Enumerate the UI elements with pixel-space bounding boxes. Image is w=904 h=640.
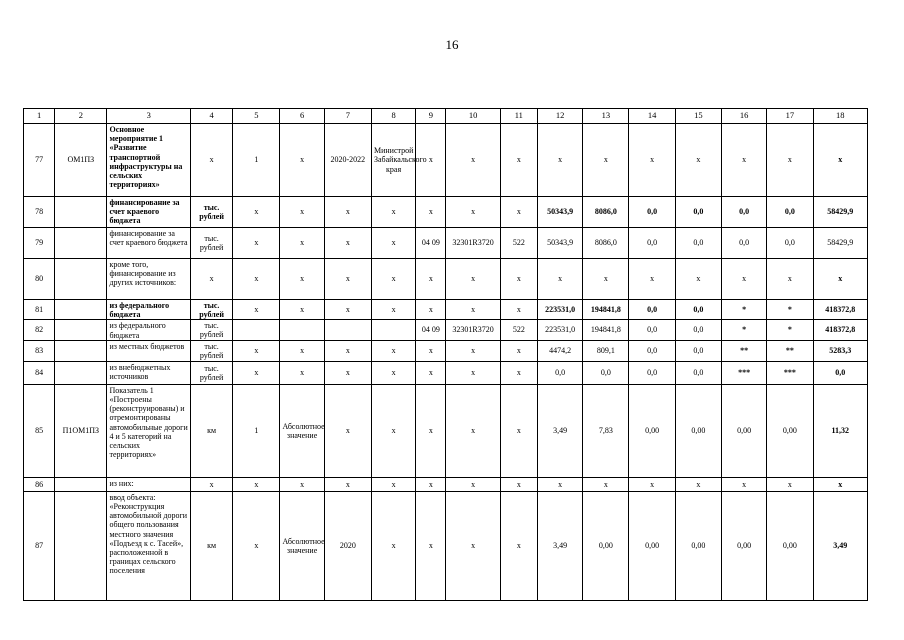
table-row bbox=[24, 361, 868, 384]
table-cell-col13: 194841,8 bbox=[583, 320, 629, 340]
table-cell-col3: Показатель 1 «Построены (реконструированы) и отремонтированы автомобильные дороги 4 и 5 категорий на сельских территориях» bbox=[107, 384, 190, 477]
table-cell-col18: 11,32 bbox=[813, 384, 867, 477]
table-cell-col3: финансирование за счет краевого бюджета bbox=[107, 228, 190, 259]
table-cell-col7: x bbox=[324, 228, 371, 259]
table-cell-col11: x bbox=[500, 361, 537, 384]
table-cell-col2 bbox=[55, 259, 107, 300]
table-cell-col4: тыс. рублей bbox=[190, 228, 232, 259]
table-cell-col11: x bbox=[500, 491, 537, 600]
table-cell-col6: Абсолютное значение bbox=[280, 491, 324, 600]
table-cell-col18: x bbox=[813, 259, 867, 300]
table-cell-col4: км bbox=[190, 491, 232, 600]
table-cell-col16: 0,0 bbox=[722, 197, 767, 228]
table-cell-col12: 3,49 bbox=[537, 491, 582, 600]
table-cell-col10: x bbox=[446, 197, 500, 228]
table-cell-col8: x bbox=[371, 197, 415, 228]
table-cell-col14: 0,00 bbox=[629, 491, 675, 600]
table-cell-col5: x bbox=[233, 228, 280, 259]
table-cell-col6: x bbox=[280, 124, 324, 197]
table-cell-col7: x bbox=[324, 340, 371, 361]
header-cell: 8 bbox=[371, 109, 415, 124]
table-cell-col6: x bbox=[280, 361, 324, 384]
header-cell: 17 bbox=[767, 109, 813, 124]
table-cell-col3: из них: bbox=[107, 477, 190, 491]
table-cell-col16: *** bbox=[722, 361, 767, 384]
table-cell-col1: 81 bbox=[24, 300, 55, 320]
table-cell-col10: x bbox=[446, 300, 500, 320]
table-cell-col13: 194841,8 bbox=[583, 300, 629, 320]
table-cell-col9: x bbox=[416, 124, 446, 197]
table-cell-col8: Министрой Забайкальского края bbox=[371, 124, 415, 197]
table-cell-col1: 79 bbox=[24, 228, 55, 259]
table-cell-col13: 8086,0 bbox=[583, 228, 629, 259]
table-cell-col11: 522 bbox=[500, 228, 537, 259]
table-cell-col3: из федерального бюджета bbox=[107, 300, 190, 320]
table-cell-col9: x bbox=[416, 340, 446, 361]
header-cell: 9 bbox=[416, 109, 446, 124]
table-cell-col14: x bbox=[629, 124, 675, 197]
table-cell-col18: 0,0 bbox=[813, 361, 867, 384]
table-cell-col11: x bbox=[500, 477, 537, 491]
table-cell-col9: 04 09 bbox=[416, 228, 446, 259]
table-cell-col8: x bbox=[371, 477, 415, 491]
table-cell-col11: x bbox=[500, 124, 537, 197]
table-cell-col6: x bbox=[280, 228, 324, 259]
table-cell-col9: x bbox=[416, 197, 446, 228]
table-cell-col8: x bbox=[371, 491, 415, 600]
table-cell-col2 bbox=[55, 361, 107, 384]
table-cell-col17: x bbox=[767, 259, 813, 300]
table-cell-col2: ОМ1ПЗ bbox=[55, 124, 107, 197]
table-cell-col6 bbox=[280, 320, 324, 340]
table-cell-col18: 5283,3 bbox=[813, 340, 867, 361]
table-cell-col13: 8086,0 bbox=[583, 197, 629, 228]
table-cell-col13: 809,1 bbox=[583, 340, 629, 361]
table-cell-col3: из федерального бюджета bbox=[107, 320, 190, 340]
table-cell-col6: x bbox=[280, 259, 324, 300]
table-cell-col3: финансирование за счет краевого бюджета bbox=[107, 197, 190, 228]
table-cell-col10: x bbox=[446, 124, 500, 197]
table-cell-col12: 223531,0 bbox=[537, 320, 582, 340]
header-cell: 15 bbox=[675, 109, 721, 124]
table-cell-col15: 0,0 bbox=[675, 228, 721, 259]
table-cell-col18: 3,49 bbox=[813, 491, 867, 600]
table-cell-col3: ввод объекта: «Реконструкция автомобильной дороги общего пользования местного значения «Подъезд к с. Тасей», расположенной в границах сельского поселения bbox=[107, 491, 190, 600]
table-cell-col8 bbox=[371, 320, 415, 340]
table-row bbox=[24, 477, 868, 491]
table-cell-col4: тыс. рублей bbox=[190, 340, 232, 361]
table-cell-col9: x bbox=[416, 477, 446, 491]
table-cell-col1: 85 bbox=[24, 384, 55, 477]
header-cell: 11 bbox=[500, 109, 537, 124]
table-cell-col14: 0,0 bbox=[629, 228, 675, 259]
table-cell-col2 bbox=[55, 477, 107, 491]
table-cell-col17: 0,0 bbox=[767, 228, 813, 259]
table-cell-col13: x bbox=[583, 477, 629, 491]
table-cell-col2 bbox=[55, 228, 107, 259]
table-cell-col5: x bbox=[233, 491, 280, 600]
table-cell-col1: 83 bbox=[24, 340, 55, 361]
table-cell-col15: x bbox=[675, 477, 721, 491]
table-cell-col7: x bbox=[324, 361, 371, 384]
header-cell: 3 bbox=[107, 109, 190, 124]
table-cell-col4: тыс. рублей bbox=[190, 197, 232, 228]
table-cell-col12: 50343,9 bbox=[537, 197, 582, 228]
table-cell-col12: 0,0 bbox=[537, 361, 582, 384]
table-cell-col9: x bbox=[416, 384, 446, 477]
table-cell-col15: x bbox=[675, 259, 721, 300]
table-cell-col14: 0,0 bbox=[629, 197, 675, 228]
table-cell-col9: x bbox=[416, 491, 446, 600]
table-cell-col18: x bbox=[813, 124, 867, 197]
table-cell-col5: x bbox=[233, 300, 280, 320]
table-cell-col16: * bbox=[722, 300, 767, 320]
table-cell-col16: 0,00 bbox=[722, 491, 767, 600]
table-cell-col16: 0,00 bbox=[722, 384, 767, 477]
table-cell-col17: * bbox=[767, 300, 813, 320]
table-cell-col7: x bbox=[324, 477, 371, 491]
table-cell-col14: 0,0 bbox=[629, 361, 675, 384]
table-cell-col13: x bbox=[583, 259, 629, 300]
table-header-row bbox=[24, 109, 868, 124]
table-cell-col3: кроме того, финансирование из других источников: bbox=[107, 259, 190, 300]
table-cell-col10: x bbox=[446, 361, 500, 384]
table-cell-col14: 0,0 bbox=[629, 320, 675, 340]
table-cell-col16: x bbox=[722, 124, 767, 197]
table-row bbox=[24, 340, 868, 361]
table-cell-col10: 32301R3720 bbox=[446, 228, 500, 259]
table-cell-col15: 0,0 bbox=[675, 320, 721, 340]
table-cell-col4: тыс. рублей bbox=[190, 320, 232, 340]
table-cell-col9: x bbox=[416, 300, 446, 320]
table-cell-col12: x bbox=[537, 477, 582, 491]
table-cell-col15: 0,00 bbox=[675, 491, 721, 600]
table-cell-col6: x bbox=[280, 340, 324, 361]
table-cell-col15: 0,0 bbox=[675, 340, 721, 361]
table-row bbox=[24, 197, 868, 228]
table-cell-col12: x bbox=[537, 259, 582, 300]
table-cell-col18: 418372,8 bbox=[813, 320, 867, 340]
table-cell-col17: *** bbox=[767, 361, 813, 384]
table-cell-col11: x bbox=[500, 340, 537, 361]
table-cell-col5: x bbox=[233, 197, 280, 228]
table-cell-col2 bbox=[55, 197, 107, 228]
table-cell-col16: ** bbox=[722, 340, 767, 361]
header-cell: 12 bbox=[537, 109, 582, 124]
table-cell-col10: x bbox=[446, 259, 500, 300]
table-cell-col12: 4474,2 bbox=[537, 340, 582, 361]
table-cell-col7: 2020 bbox=[324, 491, 371, 600]
table-cell-col4: тыс. рублей bbox=[190, 300, 232, 320]
table-row bbox=[24, 384, 868, 477]
table-cell-col8: x bbox=[371, 384, 415, 477]
table-cell-col17: 0,0 bbox=[767, 197, 813, 228]
table-cell-col10: x bbox=[446, 491, 500, 600]
table-cell-col14: x bbox=[629, 477, 675, 491]
table-cell-col15: 0,00 bbox=[675, 384, 721, 477]
table-cell-col17: x bbox=[767, 477, 813, 491]
table-cell-col8: x bbox=[371, 340, 415, 361]
header-cell: 13 bbox=[583, 109, 629, 124]
page-number: 16 bbox=[445, 37, 459, 52]
table-cell-col17: 0,00 bbox=[767, 491, 813, 600]
table-cell-col3: Основное мероприятие 1 «Развитие транспортной инфраструктуры на сельских территориях» bbox=[107, 124, 190, 197]
table-cell-col9: 04 09 bbox=[416, 320, 446, 340]
table-cell-col2 bbox=[55, 491, 107, 600]
table-row bbox=[24, 491, 868, 600]
table-cell-col11: x bbox=[500, 197, 537, 228]
header-cell: 6 bbox=[280, 109, 324, 124]
table-cell-col1: 78 bbox=[24, 197, 55, 228]
table-cell-col12: 223531,0 bbox=[537, 300, 582, 320]
table-cell-col13: x bbox=[583, 124, 629, 197]
table-cell-col8: x bbox=[371, 228, 415, 259]
table-row bbox=[24, 124, 868, 197]
table-cell-col2 bbox=[55, 340, 107, 361]
header-cell: 4 bbox=[190, 109, 232, 124]
table-cell-col1: 87 bbox=[24, 491, 55, 600]
table-cell-col2 bbox=[55, 320, 107, 340]
table-cell-col15: x bbox=[675, 124, 721, 197]
table-cell-col5: x bbox=[233, 361, 280, 384]
header-cell: 5 bbox=[233, 109, 280, 124]
table-cell-col5: 1 bbox=[233, 124, 280, 197]
table-cell-col9: x bbox=[416, 361, 446, 384]
table-cell-col4: x bbox=[190, 259, 232, 300]
table-cell-col12: x bbox=[537, 124, 582, 197]
table-cell-col14: 0,00 bbox=[629, 384, 675, 477]
table-cell-col7: x bbox=[324, 259, 371, 300]
table-cell-col18: 58429,9 bbox=[813, 197, 867, 228]
table-cell-col6: Абсолютное значение bbox=[280, 384, 324, 477]
table-cell-col12: 50343,9 bbox=[537, 228, 582, 259]
header-cell: 14 bbox=[629, 109, 675, 124]
table-cell-col8: x bbox=[371, 361, 415, 384]
table-cell-col16: x bbox=[722, 477, 767, 491]
table-cell-col7: 2020-2022 bbox=[324, 124, 371, 197]
table-row bbox=[24, 228, 868, 259]
table-cell-col16: 0,0 bbox=[722, 228, 767, 259]
header-cell: 1 bbox=[24, 109, 55, 124]
header-cell: 7 bbox=[324, 109, 371, 124]
table-cell-col6: x bbox=[280, 300, 324, 320]
table-cell-col11: x bbox=[500, 300, 537, 320]
table-cell-col14: x bbox=[629, 259, 675, 300]
table-cell-col7: x bbox=[324, 197, 371, 228]
table-cell-col1: 86 bbox=[24, 477, 55, 491]
table-row bbox=[24, 320, 868, 340]
table-cell-col18: 58429,9 bbox=[813, 228, 867, 259]
table-cell-col6: x bbox=[280, 477, 324, 491]
table-cell-col4: км bbox=[190, 384, 232, 477]
table-cell-col5: x bbox=[233, 259, 280, 300]
table-cell-col17: x bbox=[767, 124, 813, 197]
table-cell-col16: x bbox=[722, 259, 767, 300]
table-cell-col10: x bbox=[446, 340, 500, 361]
table-cell-col2: П1ОМ1ПЗ bbox=[55, 384, 107, 477]
table-cell-col4: тыс. рублей bbox=[190, 361, 232, 384]
header-cell: 18 bbox=[813, 109, 867, 124]
table-cell-col17: * bbox=[767, 320, 813, 340]
table-cell-col9: x bbox=[416, 259, 446, 300]
table-row bbox=[24, 259, 868, 300]
table-cell-col4: x bbox=[190, 124, 232, 197]
table-cell-col8: x bbox=[371, 300, 415, 320]
header-cell: 16 bbox=[722, 109, 767, 124]
table-cell-col5: x bbox=[233, 477, 280, 491]
table-cell-col13: 0,00 bbox=[583, 491, 629, 600]
table-cell-col10: x bbox=[446, 477, 500, 491]
table-cell-col15: 0,0 bbox=[675, 361, 721, 384]
table-cell-col11: x bbox=[500, 259, 537, 300]
table-cell-col3: из местных бюджетов bbox=[107, 340, 190, 361]
table-cell-col12: 3,49 bbox=[537, 384, 582, 477]
table-cell-col8: x bbox=[371, 259, 415, 300]
table-cell-col2 bbox=[55, 300, 107, 320]
table-cell-col5: x bbox=[233, 340, 280, 361]
table-cell-col17: 0,00 bbox=[767, 384, 813, 477]
header-cell: 2 bbox=[55, 109, 107, 124]
table-cell-col14: 0,0 bbox=[629, 300, 675, 320]
table-cell-col15: 0,0 bbox=[675, 197, 721, 228]
table-cell-col18: x bbox=[813, 477, 867, 491]
table-cell-col13: 7,83 bbox=[583, 384, 629, 477]
table-cell-col7: x bbox=[324, 300, 371, 320]
table-cell-col4: x bbox=[190, 477, 232, 491]
table-cell-col10: x bbox=[446, 384, 500, 477]
table-cell-col11: 522 bbox=[500, 320, 537, 340]
table-cell-col1: 77 bbox=[24, 124, 55, 197]
table-cell-col1: 84 bbox=[24, 361, 55, 384]
table-cell-col18: 418372,8 bbox=[813, 300, 867, 320]
table-cell-col16: * bbox=[722, 320, 767, 340]
table-cell-col3: из внебюджетных источников bbox=[107, 361, 190, 384]
table-cell-col15: 0,0 bbox=[675, 300, 721, 320]
table-cell-col7 bbox=[324, 320, 371, 340]
table-cell-col17: ** bbox=[767, 340, 813, 361]
table-cell-col1: 80 bbox=[24, 259, 55, 300]
table-cell-col11: x bbox=[500, 384, 537, 477]
table-cell-col14: 0,0 bbox=[629, 340, 675, 361]
table-cell-col5: 1 bbox=[233, 384, 280, 477]
table-cell-col6: x bbox=[280, 197, 324, 228]
header-cell: 10 bbox=[446, 109, 500, 124]
table-row bbox=[24, 300, 868, 320]
table-cell-col1: 82 bbox=[24, 320, 55, 340]
data-table bbox=[23, 108, 868, 601]
table-cell-col5 bbox=[233, 320, 280, 340]
table-cell-col13: 0,0 bbox=[583, 361, 629, 384]
table-cell-col10: 32301R3720 bbox=[446, 320, 500, 340]
table-cell-col7: x bbox=[324, 384, 371, 477]
